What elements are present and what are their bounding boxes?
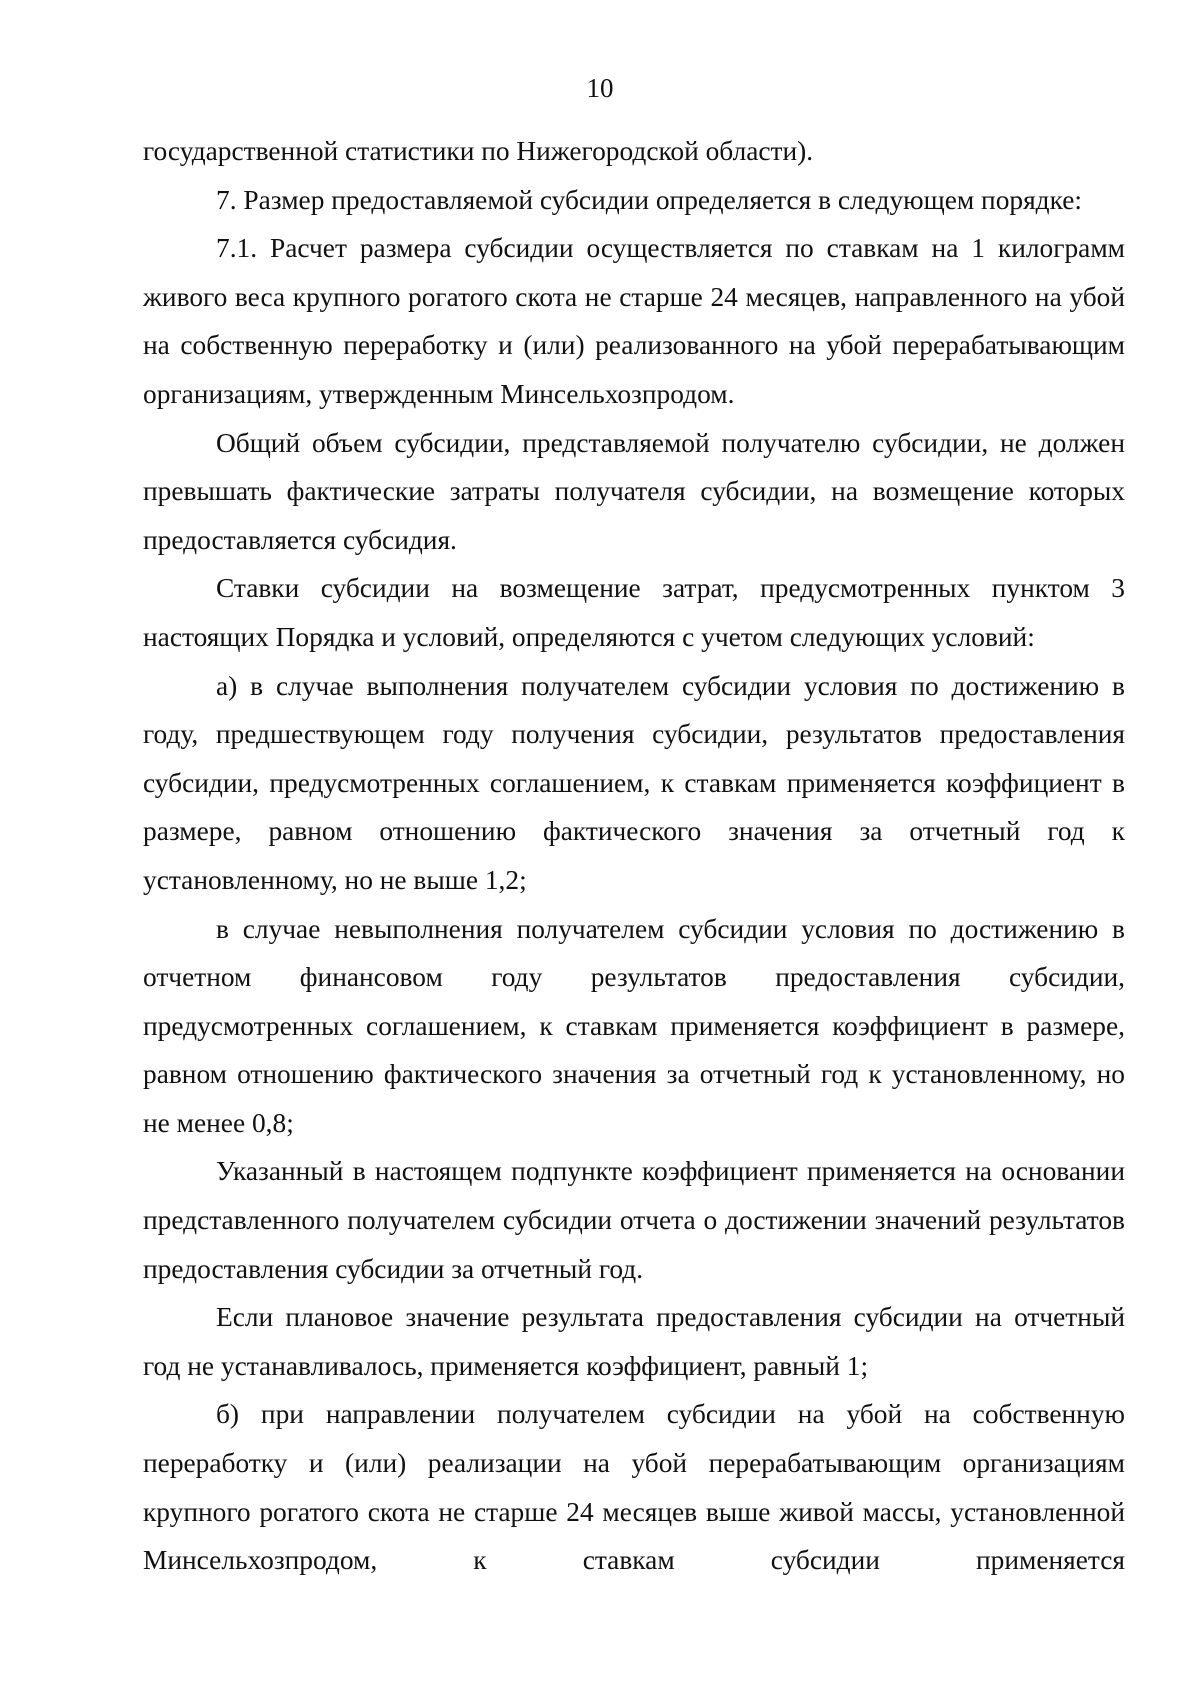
- paragraph-total-volume: Общий объем субсидии, представляемой получателю субсидии, не должен превышать фактические затраты получателя субсидии, на возмещение которых предоставляется субсидия.: [143, 427, 1125, 555]
- paragraph-non-fulfillment: в случае невыполнения получателем субсидии условия по достижению в отчетном финансовом году результатов предоставления субсидии, предусмотренных соглашением, к ставкам применяется коэффициент в размере, равном отношению фактического значения за отчетный год к установленному, но не менее 0,8;: [143, 913, 1125, 1138]
- paragraph-statistics-source: государственной статистики по Нижегородской области).: [143, 136, 814, 166]
- paragraph-planned-value: Если плановое значение результата предоставления субсидии на отчетный год не устанавливалось, применяется коэффициент, равный 1;: [143, 1302, 1125, 1381]
- paragraph-item-b: б) при направлении получателем субсидии на убой на собственную переработку и (или) реализации на убой перерабатывающим организациям крупного рогатого скота не старше 24 месяцев выше живой массы, установленной Минсельхозпродом, к ставкам субсидии применяется: [143, 1399, 1125, 1576]
- paragraph-coefficient-basis: Указанный в настоящем подпункте коэффициент применяется на основании представленного получателем субсидии отчета о достижении значений результатов предоставления субсидии за отчетный год.: [143, 1156, 1125, 1284]
- paragraph-7-subsidy-size: 7. Размер предоставляемой субсидии определяется в следующем порядке:: [216, 184, 1083, 215]
- page-number: 10: [586, 73, 614, 103]
- paragraph-subsidy-rates: Ставки субсидии на возмещение затрат, предусмотренных пунктом 3 настоящих Порядка и условий, определяются с учетом следующих условий:: [143, 573, 1125, 652]
- paragraph-7-1-calculation: 7.1. Расчет размера субсидии осуществляется по ставкам на 1 килограмм живого веса крупного рогатого скота не старше 24 месяцев, направленного на убой на собственную переработку и (или) реализованного на убой перерабатывающим организациям, утвержденным Минсельхозпродом.: [143, 233, 1125, 409]
- document-body: [143, 127, 1125, 1585]
- paragraph-item-a: а) в случае выполнения получателем субсидии условия по достижению в году, предшествующем году получения субсидии, результатов предоставления субсидии, предусмотренных соглашением, к ставкам применяется коэффициент в размере, равном отношению фактического значения за отчетный год к установленному, но не выше 1,2;: [143, 670, 1125, 895]
